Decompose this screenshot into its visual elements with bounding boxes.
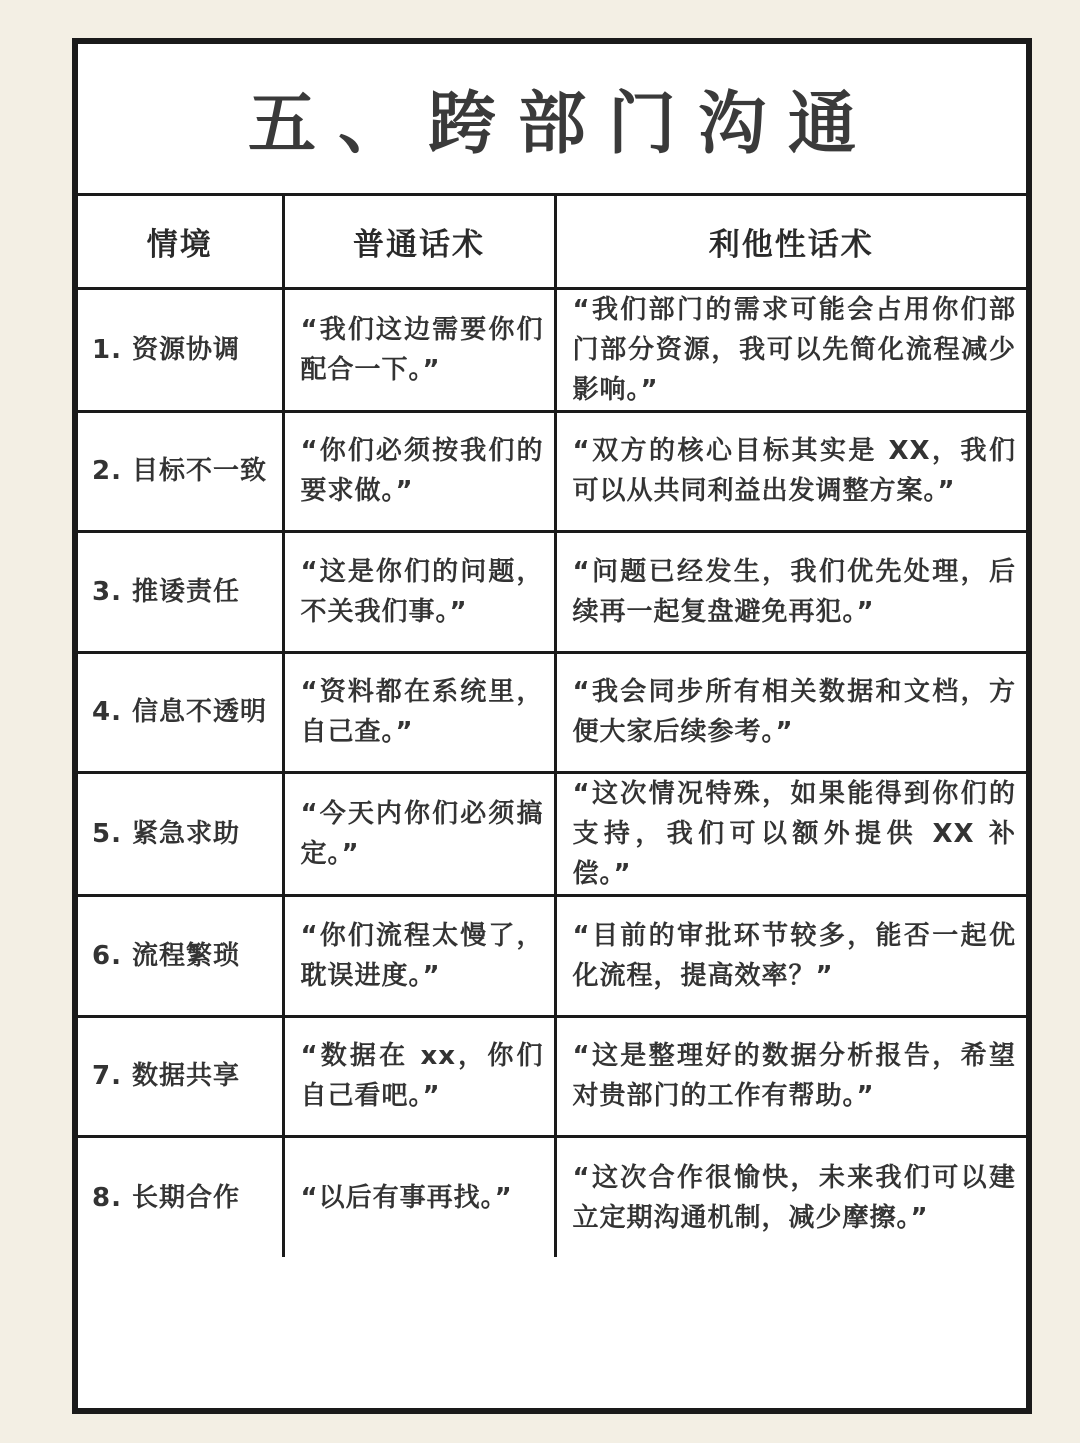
situation-cell: 8. 长期合作 — [78, 1137, 283, 1258]
ordinary-phrase-cell: “数据在 xx，你们自己看吧。” — [283, 1016, 555, 1137]
altruistic-phrase-cell: “目前的审批环节较多，能否一起优化流程，提高效率？” — [555, 896, 1026, 1017]
altruistic-phrase-cell: “这次情况特殊，如果能得到你们的支持，我们可以额外提供 XX 补偿。” — [555, 773, 1026, 896]
title-row — [78, 44, 1026, 196]
header-altruistic: 利他性话术 — [555, 196, 1026, 288]
altruistic-phrase-cell: “这次合作很愉快，未来我们可以建立定期沟通机制，减少摩擦。” — [555, 1137, 1026, 1258]
header-ordinary: 普通话术 — [283, 196, 555, 288]
ordinary-phrase-cell: “这是你们的问题，不关我们事。” — [283, 532, 555, 653]
situation-cell: 2. 目标不一致 — [78, 411, 283, 532]
altruistic-phrase-cell: “我们部门的需求可能会占用你们部门部分资源，我可以先简化流程减少影响。” — [555, 288, 1026, 411]
situation-cell: 7. 数据共享 — [78, 1016, 283, 1137]
table-row — [78, 652, 1026, 773]
table-row — [78, 411, 1026, 532]
situation-cell: 6. 流程繁琐 — [78, 896, 283, 1017]
altruistic-phrase-cell: “双方的核心目标其实是 XX，我们可以从共同利益出发调整方案。” — [555, 411, 1026, 532]
page-title: 五、跨部门沟通 — [247, 85, 878, 164]
situation-cell: 3. 推诿责任 — [78, 532, 283, 653]
situation-cell: 1. 资源协调 — [78, 288, 283, 411]
table-row — [78, 896, 1026, 1017]
altruistic-phrase-cell: “问题已经发生，我们优先处理，后续再一起复盘避免再犯。” — [555, 532, 1026, 653]
ordinary-phrase-cell: “你们必须按我们的要求做。” — [283, 411, 555, 532]
comparison-table — [78, 196, 1026, 1257]
comparison-sheet — [72, 38, 1032, 1414]
ordinary-phrase-cell: “我们这边需要你们配合一下。” — [283, 288, 555, 411]
header-situation: 情境 — [78, 196, 283, 288]
table-row — [78, 773, 1026, 896]
table-row — [78, 532, 1026, 653]
situation-cell: 5. 紧急求助 — [78, 773, 283, 896]
table-row — [78, 288, 1026, 411]
ordinary-phrase-cell: “资料都在系统里，自己查。” — [283, 652, 555, 773]
ordinary-phrase-cell: “你们流程太慢了，耽误进度。” — [283, 896, 555, 1017]
ordinary-phrase-cell: “以后有事再找。” — [283, 1137, 555, 1258]
ordinary-phrase-cell: “今天内你们必须搞定。” — [283, 773, 555, 896]
header-row — [78, 196, 1026, 288]
situation-cell: 4. 信息不透明 — [78, 652, 283, 773]
table-row — [78, 1016, 1026, 1137]
altruistic-phrase-cell: “我会同步所有相关数据和文档，方便大家后续参考。” — [555, 652, 1026, 773]
altruistic-phrase-cell: “这是整理好的数据分析报告，希望对贵部门的工作有帮助。” — [555, 1016, 1026, 1137]
table-row — [78, 1137, 1026, 1258]
